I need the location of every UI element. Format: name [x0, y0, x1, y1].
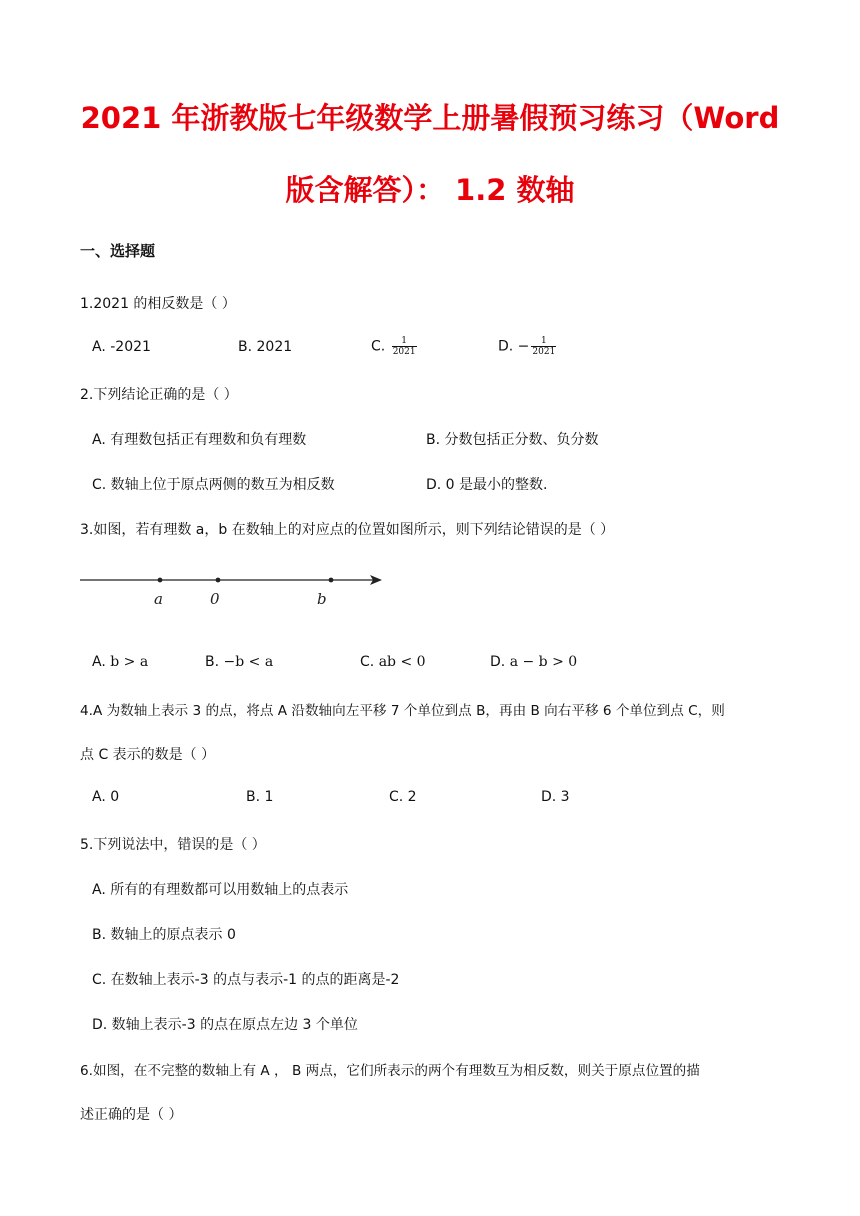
q3-option-c	[360, 654, 426, 670]
question-4-stem-line1: 4.A 为数轴上表示 3 的点，将点 A 沿数轴向左平移 7 个单位到点 B，再由 B 向右平移 6 个单位到点 C，则	[80, 703, 725, 719]
question-1-stem: 1.2021 的相反数是（ ）	[80, 296, 236, 312]
document-title-line1: 2021 年浙教版七年级数学上册暑假预习练习（Word	[80, 101, 780, 135]
number-line-figure	[78, 566, 388, 616]
q5-option-a: A. 所有的有理数都可以用数轴上的点表示	[92, 882, 349, 898]
fraction-denominator: 2021	[392, 347, 416, 357]
q4-option-d: D. 3	[541, 789, 570, 805]
q4-option-a: A. 0	[92, 789, 120, 805]
question-5-stem: 5.下列说法中，错误的是（ ）	[80, 837, 266, 853]
point-a	[158, 578, 163, 583]
document-title-line2: 版含解答）： 1.2 数轴	[285, 173, 575, 207]
q1-option-d	[498, 336, 556, 357]
q3-option-b	[205, 654, 273, 670]
fraction-numerator: 1	[541, 336, 547, 346]
question-2-stem: 2.下列结论正确的是（ ）	[80, 387, 238, 403]
q1-option-d-prefix: D. −	[498, 338, 530, 355]
question-4-stem-line2: 点 C 表示的数是（ ）	[80, 747, 216, 763]
label-b: b	[317, 590, 327, 608]
q3-option-c-expr: ab < 0	[378, 654, 426, 670]
q5-option-b: B. 数轴上的原点表示 0	[92, 927, 236, 943]
q2-option-b: B. 分数包括正分数、负分数	[426, 432, 599, 448]
q1-option-c	[371, 336, 417, 357]
q3-option-b-prefix: B.	[205, 654, 224, 670]
q1-option-c-prefix: C.	[371, 338, 390, 355]
point-origin	[216, 578, 221, 583]
q5-option-d: D. 数轴上表示-3 的点在原点左边 3 个单位	[92, 1017, 358, 1033]
question-3-stem: 3.如图，若有理数 a，b 在数轴上的对应点的位置如图所示，则下列结论错误的是（ ）	[80, 522, 615, 538]
q3-option-a-prefix: A.	[92, 654, 111, 670]
q3-option-c-prefix: C.	[360, 654, 379, 670]
label-a: a	[154, 590, 163, 608]
question-6-stem-line2: 述正确的是（ ）	[80, 1107, 183, 1123]
point-b	[329, 578, 334, 583]
fraction-numerator: 1	[401, 336, 407, 346]
fraction-denominator: 2021	[532, 347, 556, 357]
q1-option-a: A. -2021	[92, 339, 151, 355]
q1-option-d-fraction	[531, 336, 556, 357]
q4-option-b: B. 1	[246, 789, 274, 805]
q2-option-d: D. 0 是最小的整数.	[426, 477, 548, 493]
q2-option-a: A. 有理数包括正有理数和负有理数	[92, 432, 307, 448]
q1-option-b: B. 2021	[238, 339, 293, 355]
q3-option-d	[490, 654, 577, 670]
q5-option-c: C. 在数轴上表示-3 的点与表示-1 的点的距离是-2	[92, 972, 400, 988]
q3-option-d-prefix: D.	[490, 654, 510, 670]
q3-option-d-expr: a − b > 0	[509, 654, 578, 670]
label-origin: 0	[210, 590, 220, 608]
q1-option-c-fraction	[392, 336, 417, 357]
q4-option-c: C. 2	[389, 789, 417, 805]
q3-option-b-expr: −b < a	[223, 654, 274, 670]
q3-option-a-expr: b > a	[110, 654, 149, 670]
q3-option-a	[92, 654, 148, 670]
q2-option-c: C. 数轴上位于原点两侧的数互为相反数	[92, 477, 335, 493]
question-6-stem-line1: 6.如图，在不完整的数轴上有 A ， B 两点，它们所表示的两个有理数互为相反数，则关于原点位置的描	[80, 1063, 700, 1079]
section-heading: 一、选择题	[80, 242, 156, 260]
